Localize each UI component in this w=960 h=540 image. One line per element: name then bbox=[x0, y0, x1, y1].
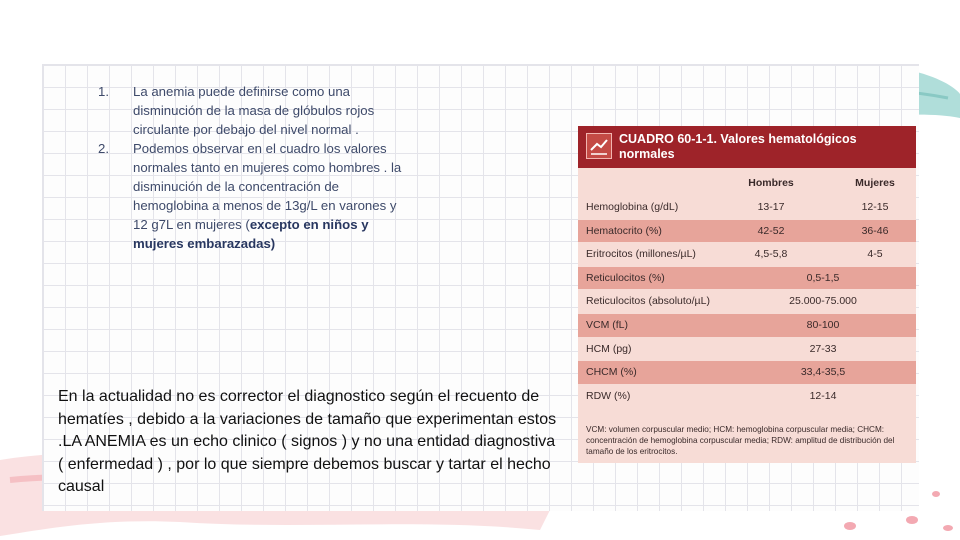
row-label: Hemoglobina (g/dL) bbox=[586, 201, 679, 213]
row-value-hombres: 13-17 bbox=[757, 201, 785, 213]
list-bold-text: excepto en niños y mujeres embarazadas) bbox=[133, 217, 369, 251]
row-label: Reticulocitos (%) bbox=[586, 271, 665, 284]
row-value-both: 33,4-35,5 bbox=[800, 366, 846, 379]
row-label: Eritrocitos (millones/µL) bbox=[586, 248, 696, 261]
row-value-hombres: 42-52 bbox=[757, 224, 785, 237]
list-item bbox=[98, 139, 408, 253]
table-title: CUADRO 60-1-1. Valores hematológicos normales bbox=[619, 132, 857, 161]
list-number: 1. bbox=[98, 84, 109, 99]
row-value-both: 27-33 bbox=[809, 342, 837, 355]
row-value-hombres: 4,5-5,8 bbox=[754, 248, 788, 261]
table-row bbox=[578, 290, 916, 313]
table-footnote: VCM: volumen corpuscular medio; HCM: hemoglobina corpuscular media; CHCM: concentración de hemoglobina corpuscular media; RDW: amplitud de distribución del tamaño de los eritrocitos. bbox=[586, 425, 895, 456]
row-label: CHCM (%) bbox=[586, 366, 637, 379]
row-value-both: 25.000-75.000 bbox=[789, 295, 857, 308]
table-row bbox=[578, 267, 916, 290]
hematologic-values-table bbox=[578, 126, 916, 463]
row-value-both: 80-100 bbox=[806, 319, 840, 331]
table-row bbox=[578, 196, 916, 219]
column-header-hombres: Hombres bbox=[748, 177, 794, 189]
list-item bbox=[98, 82, 408, 139]
table-row bbox=[578, 243, 916, 266]
column-header-mujeres: Mujeres bbox=[855, 177, 895, 189]
list-number: 2. bbox=[98, 141, 109, 156]
row-value-mujeres: 36-46 bbox=[861, 224, 889, 237]
row-value-mujeres: 4-5 bbox=[867, 248, 883, 261]
table-row bbox=[578, 338, 916, 361]
body-paragraph: En la actualidad no es corrector el diagnostico según el recuento de hematíes , debido a la variaciones de tamaño que experimentan estos .LA ANEMIA es un echo clinico ( signos ) y no una entidad diagnostiva ( enfermedad ) , por lo que siempre debemos buscar y tartar el hecho causal bbox=[58, 388, 557, 495]
row-label: VCM (fL) bbox=[586, 319, 628, 331]
row-value-both: 12-14 bbox=[809, 389, 837, 402]
row-label: Reticulocitos (absoluto/µL) bbox=[586, 295, 710, 308]
table-row bbox=[578, 314, 916, 337]
list-text: Podemos observar en el cuadro los valores normales tanto en mujeres como hombres . la disminución de la concentración de hemoglobina a menos de 13g/L en varones y 12 g7L en mujeres ( bbox=[133, 141, 402, 232]
table-header bbox=[578, 126, 916, 168]
row-value-both: 0,5-1,5 bbox=[806, 271, 840, 284]
row-label: Hematocrito (%) bbox=[586, 224, 662, 237]
list-text: La anemia puede definirse como una disminución de la masa de glóbulos rojos circulante por debajo del nivel normal . bbox=[133, 84, 375, 137]
row-label: HCM (pg) bbox=[586, 342, 632, 355]
table-row bbox=[578, 361, 916, 384]
row-label: RDW (%) bbox=[586, 389, 631, 402]
table-row bbox=[578, 220, 916, 243]
row-value-mujeres: 12-15 bbox=[861, 201, 889, 213]
bullet-list bbox=[98, 82, 408, 253]
table-icon bbox=[586, 133, 612, 159]
table-row bbox=[578, 385, 916, 408]
